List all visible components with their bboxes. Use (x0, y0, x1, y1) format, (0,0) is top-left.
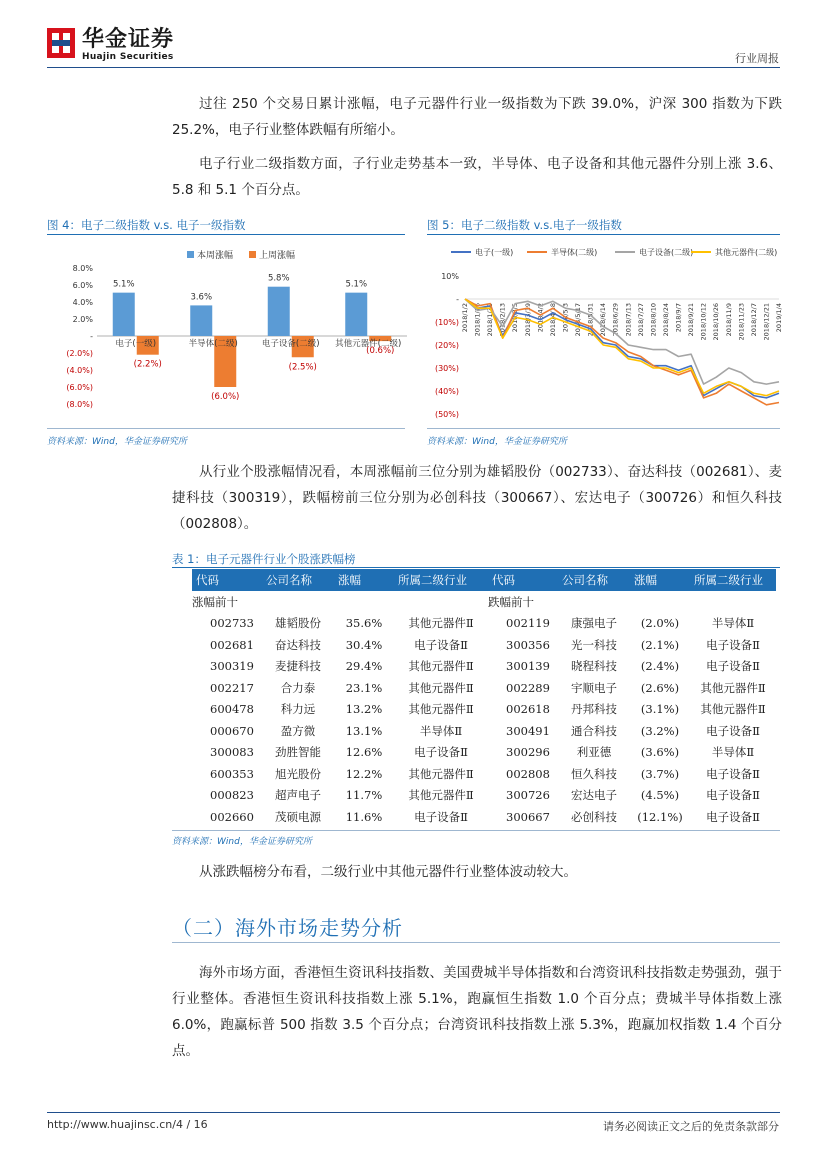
category-label: 其他元器件(二级) (335, 339, 402, 349)
paragraph: 海外市场方面，香港恒生资讯科技指数、美国费城半导体指数和台湾资讯科技指数走势强劲，强于行业整体。香港恒生资讯科技指数上涨 5.1%，跑赢恒生指数 1.0 个百分点；费城半导体指数上涨 6.0%，跑赢标普 500 指数 3.5 个百分点；台湾资讯科技指数上涨 5.3%，跑赢加权指数 1.4 个百分点。 (172, 965, 782, 1059)
x-tick-label: 2018/1/2 (461, 303, 469, 333)
stock-code: 002119 (506, 616, 550, 631)
sub-industry: 电子设备Ⅱ (414, 745, 468, 760)
change-pct: 12.2% (345, 766, 383, 781)
header-code: 代码 (192, 569, 262, 591)
data-label: (2.2%) (133, 359, 162, 370)
bar-this-week (345, 293, 367, 336)
company-name: 晓程科技 (571, 659, 617, 674)
header-company: 公司名称 (262, 569, 334, 591)
x-tick-label: 2018/9/7 (674, 303, 683, 333)
header-change: 涨幅 (334, 569, 394, 591)
table-row (192, 720, 776, 742)
x-tick-label: 2018/2/13 (498, 303, 507, 337)
sub-industry: 电子设备Ⅱ (414, 809, 468, 824)
x-tick-label: 2018/12/7 (749, 303, 758, 337)
gainers-label: 涨幅前十 (192, 594, 238, 609)
footer-divider (47, 1112, 780, 1113)
sub-industry: 电子设备Ⅱ (414, 637, 468, 652)
x-tick-label: 2018/4/18 (548, 303, 557, 337)
change-pct: (3.2%) (640, 723, 680, 738)
stock-code: 002217 (210, 680, 254, 695)
x-tick-label: 2018/7/27 (636, 303, 645, 337)
table-row (192, 634, 776, 656)
header-code: 代码 (488, 569, 558, 591)
footer-url-page (47, 1118, 208, 1131)
y-tick-label: (20%) (434, 341, 459, 350)
change-pct: (3.6%) (640, 745, 680, 760)
page-number: 4 / 16 (175, 1118, 208, 1131)
change-pct: 29.4% (345, 659, 383, 674)
change-pct: 30.4% (345, 637, 383, 652)
table-row (192, 763, 776, 785)
category-label: 电子(一级) (115, 339, 157, 349)
data-label: (2.5%) (288, 362, 317, 373)
bar-this-week (268, 287, 290, 336)
stock-code: 002660 (210, 809, 254, 824)
category-label: 半导体(二级) (188, 339, 238, 349)
change-pct: 13.1% (345, 723, 383, 738)
table-header-row (192, 569, 776, 591)
table1-source: 资料来源：Wind，华金证券研究所 (172, 837, 312, 847)
stock-code: 300356 (506, 637, 550, 652)
sub-industry: 半导体Ⅱ (419, 723, 463, 738)
x-tick-label: 2018/7/13 (624, 303, 633, 337)
y-tick-label: (8.0%) (66, 400, 93, 409)
sub-industry: 电子设备Ⅱ (706, 723, 760, 738)
figure4-source-rule (47, 428, 405, 429)
company-name: 通合科技 (571, 723, 617, 738)
sub-industry: 半导体Ⅱ (711, 745, 755, 760)
intro-paragraphs (172, 91, 782, 203)
header-company: 公司名称 (558, 569, 630, 591)
legend-label: 半导体(二级) (551, 248, 598, 257)
figure5-caption: 图 5：电子二级指数 v.s.电子一级指数 (427, 218, 622, 232)
header-divider (47, 67, 780, 68)
company-name: 光一科技 (571, 637, 617, 652)
table-row (192, 785, 776, 807)
company-name: 宏达电子 (571, 788, 617, 803)
change-pct: (3.1%) (640, 702, 680, 717)
x-tick-label: 2018/5/31 (586, 303, 595, 337)
x-tick-label: 2018/3/5 (511, 303, 520, 333)
figure4-source: 资料来源：Wind，华金证券研究所 (47, 437, 187, 447)
figure4-bar-chart (47, 238, 412, 418)
x-tick-label: 2018/8/10 (649, 303, 658, 337)
sub-industry: 其他元器件Ⅱ (700, 702, 766, 717)
y-tick-label: (50%) (434, 410, 459, 419)
x-tick-label: 2018/5/17 (574, 303, 583, 337)
change-pct: 13.2% (345, 702, 383, 717)
company-name: 恒久科技 (571, 766, 617, 781)
y-tick-label: 8.0% (72, 264, 93, 273)
data-label: (6.0%) (211, 392, 240, 402)
table-row (192, 742, 776, 764)
y-tick-label: - (90, 332, 93, 341)
data-label: 5.1% (345, 279, 368, 290)
legend-label: 电子设备(二级) (639, 248, 694, 257)
table-row (192, 677, 776, 699)
company-logo-mark (47, 28, 75, 58)
company-logo-english: Huajin Securities (82, 52, 174, 62)
table1-bottom-rule (172, 830, 780, 831)
sub-industry: 其他元器件Ⅱ (408, 788, 474, 803)
bar-this-week (113, 293, 135, 336)
sub-industry: 电子设备Ⅱ (706, 637, 760, 652)
stock-ranking-paragraph (172, 459, 782, 537)
legend-swatch (249, 251, 256, 258)
footer-url[interactable]: http://www.huajinsc.cn/ (47, 1118, 176, 1131)
y-tick-label: 4.0% (72, 298, 93, 307)
change-pct: (4.5%) (640, 788, 680, 803)
x-tick-label: 2018/9/21 (687, 303, 696, 337)
company-name: 宇顺电子 (571, 680, 617, 695)
change-pct: (2.6%) (640, 680, 680, 695)
figure5-source: 资料来源：Wind，华金证券研究所 (427, 437, 567, 447)
stock-ranking-table (192, 569, 776, 828)
company-name: 盈方微 (280, 723, 316, 738)
change-pct: 11.6% (345, 809, 383, 824)
sub-industry: 电子设备Ⅱ (706, 809, 760, 824)
y-tick-label: (30%) (434, 364, 459, 373)
company-name: 必创科技 (571, 809, 617, 824)
company-name: 雄韬股份 (275, 616, 321, 631)
sub-industry: 其他元器件Ⅱ (408, 702, 474, 717)
sub-industry: 电子设备Ⅱ (706, 659, 760, 674)
figure5-caption-rule (427, 234, 780, 235)
table1-caption-rule (172, 567, 780, 568)
change-pct: (3.7%) (640, 766, 680, 781)
sub-industry: 其他元器件Ⅱ (700, 680, 766, 695)
table1-caption: 表 1：电子元器件行业个股涨跌幅榜 (172, 552, 356, 566)
sub-industry: 电子设备Ⅱ (706, 766, 760, 781)
paragraph: 过往 250 个交易日累计涨幅，电子元器件行业一级指数为下跌 39.0%，沪深 300 指数为下跌 25.2%，电子行业整体跌幅有所缩小。 (172, 96, 782, 138)
company-name: 康强电子 (571, 616, 617, 631)
stock-code: 002808 (506, 766, 550, 781)
stock-code: 300726 (506, 788, 550, 803)
x-tick-label: 2018/4/2 (536, 303, 545, 333)
header-change: 涨幅 (630, 569, 690, 591)
y-tick-label: (6.0%) (66, 383, 93, 392)
company-name: 茂硕电源 (275, 809, 321, 824)
stock-code: 000823 (210, 788, 254, 803)
legend-swatch (187, 251, 194, 258)
paragraph: 从行业个股涨幅情况看，本周涨幅前三位分别为雄韬股份（002733）、奋达科技（002681）、麦捷科技（300319），跌幅榜前三位分别为必创科技（300667）、宏达电子（300726）和恒久科技（002808）。 (172, 464, 782, 532)
change-pct: 23.1% (345, 680, 383, 695)
after-table-paragraph (172, 859, 782, 885)
change-pct: (2.1%) (640, 637, 680, 652)
report-type-label: 行业周报 (735, 52, 779, 65)
overseas-market-paragraph (172, 960, 782, 1064)
stock-code: 600478 (210, 702, 254, 717)
change-pct: (2.0%) (640, 616, 680, 631)
stock-code: 002618 (506, 702, 550, 717)
company-name: 丹邦科技 (571, 702, 617, 717)
figure4-caption-rule (47, 234, 405, 235)
paragraph: 电子行业二级指数方面，子行业走势基本一致，半导体、电子设备和其他元器件分别上涨 3.6、5.8 和 5.1 个百分点。 (172, 156, 782, 198)
x-tick-label: 2018/1/30 (486, 303, 495, 337)
bar-this-week (190, 305, 212, 336)
x-tick-label: 2018/12/21 (762, 303, 771, 341)
change-pct: (12.1%) (637, 809, 683, 824)
y-tick-label: (4.0%) (66, 366, 93, 375)
y-tick-label: (10%) (434, 318, 459, 327)
x-tick-label: 2018/3/19 (523, 303, 532, 337)
change-pct: (2.4%) (640, 659, 680, 674)
change-pct: 11.7% (345, 788, 383, 803)
company-name: 合力泰 (280, 680, 316, 695)
stock-code: 002289 (506, 680, 550, 695)
x-tick-label: 2018/10/26 (712, 303, 721, 341)
section-heading-rule (172, 942, 780, 943)
table-row (192, 656, 776, 678)
legend-label: 其他元器件(二级) (715, 248, 778, 257)
figure4-caption: 图 4：电子二级指数 v.s. 电子一级指数 (47, 218, 246, 232)
stock-code: 002733 (210, 616, 254, 631)
company-logo-text: 华金证券 (82, 27, 175, 52)
stock-code: 300667 (506, 809, 550, 824)
category-label: 电子设备(二级) (261, 339, 320, 349)
figure5-line-chart (427, 238, 782, 423)
company-name: 麦捷科技 (275, 659, 321, 674)
change-pct: 35.6% (345, 616, 383, 631)
x-tick-label: 2018/6/14 (599, 303, 608, 337)
y-tick-label: 2.0% (72, 315, 93, 324)
legend-label: 本周涨幅 (197, 251, 234, 261)
legend-label: 电子(一级) (475, 248, 514, 257)
legend-label: 上周涨幅 (259, 251, 296, 261)
header-industry: 所属二级行业 (690, 569, 776, 591)
table-row (192, 806, 776, 828)
stock-code: 000670 (210, 723, 254, 738)
company-name: 奋达科技 (275, 637, 321, 652)
stock-code: 300491 (506, 723, 550, 738)
data-label: 5.8% (267, 273, 290, 284)
figure5-source-rule (427, 428, 780, 429)
sub-industry: 其他元器件Ⅱ (408, 659, 474, 674)
sub-industry: 其他元器件Ⅱ (408, 766, 474, 781)
y-tick-label: 6.0% (72, 281, 93, 290)
data-label: (0.6%) (366, 346, 395, 357)
x-tick-label: 2018/11/23 (737, 303, 746, 341)
change-pct: 12.6% (345, 745, 383, 760)
y-tick-label: (2.0%) (66, 349, 93, 358)
x-tick-label: 2018/5/3 (561, 303, 570, 333)
sub-industry: 电子设备Ⅱ (706, 788, 760, 803)
stock-code: 002681 (210, 637, 254, 652)
x-tick-label: 2018/1/16 (473, 303, 482, 337)
company-name: 科力远 (280, 702, 316, 717)
y-tick-label: - (456, 295, 459, 304)
table-group-label-row (192, 591, 776, 613)
stock-code: 300319 (210, 659, 254, 674)
sub-industry: 其他元器件Ⅱ (408, 616, 474, 631)
company-name: 利亚德 (576, 745, 612, 760)
company-name: 旭光股份 (275, 766, 321, 781)
x-tick-label: 2018/8/24 (661, 303, 670, 337)
header-industry: 所属二级行业 (394, 569, 488, 591)
table-row (192, 699, 776, 721)
company-name: 超声电子 (275, 788, 321, 803)
x-tick-label: 2019/1/4 (775, 303, 783, 333)
x-tick-label: 2018/10/12 (699, 303, 708, 341)
sub-industry: 半导体Ⅱ (711, 616, 755, 631)
paragraph: 从涨跌幅榜分布看，二级行业中其他元器件行业整体波动较大。 (199, 864, 577, 880)
sub-industry: 其他元器件Ⅱ (408, 680, 474, 695)
y-tick-label: 10% (441, 272, 459, 281)
table-row (192, 613, 776, 635)
x-tick-label: 2018/11/9 (724, 303, 733, 337)
stock-code: 300296 (506, 745, 550, 760)
stock-code: 300083 (210, 745, 254, 760)
x-tick-label: 2018/6/29 (611, 303, 620, 337)
stock-code: 600353 (210, 766, 254, 781)
losers-label: 跌幅前十 (488, 594, 534, 609)
stock-code: 300139 (506, 659, 550, 674)
company-name: 劲胜智能 (275, 745, 321, 760)
y-tick-label: (40%) (434, 387, 459, 396)
data-label: 5.1% (112, 279, 135, 290)
footer-disclaimer: 请务必阅读正文之后的免责条款部分 (603, 1120, 779, 1133)
section-heading: （二）海外市场走势分析 (172, 916, 403, 940)
data-label: 3.6% (190, 292, 213, 303)
